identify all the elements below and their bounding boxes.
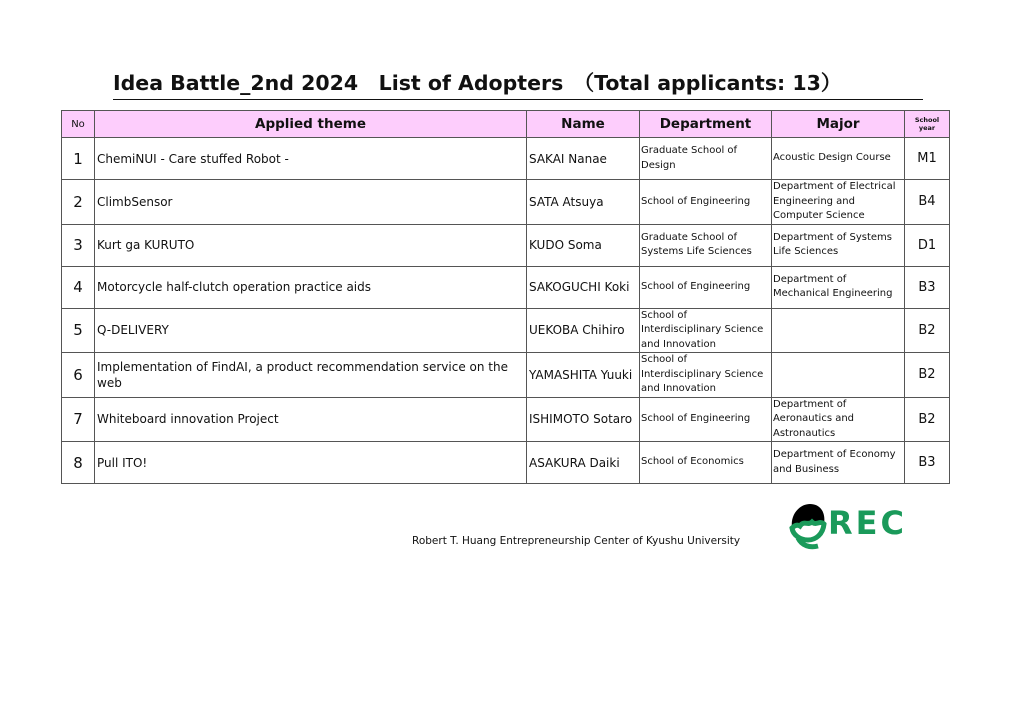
cell-school-year: M1 <box>905 138 950 180</box>
page-title: Idea Battle_2nd 2024 List of Adopters （Total applicants: 13） <box>113 69 923 100</box>
cell-theme: Implementation of FindAI, a product recommendation service on the web <box>95 353 527 398</box>
rec-logo-text: REC <box>828 504 907 542</box>
cell-theme: Whiteboard innovation Project <box>95 397 527 442</box>
cell-major <box>772 308 905 353</box>
cell-department: School of Engineering <box>640 180 772 225</box>
header-theme: Applied theme <box>95 111 527 138</box>
cell-major: Department of Economy and Business <box>772 442 905 484</box>
table-row <box>62 138 950 180</box>
cell-name: SAKAI Nanae <box>527 138 640 180</box>
cell-school-year: B3 <box>905 266 950 308</box>
cell-theme: Q-DELIVERY <box>95 308 527 353</box>
table-row <box>62 224 950 266</box>
cell-school-year: D1 <box>905 224 950 266</box>
cell-major: Department of Aeronautics and Astronautics <box>772 397 905 442</box>
cell-department: Graduate School of Design <box>640 138 772 180</box>
cell-department: Graduate School of Systems Life Sciences <box>640 224 772 266</box>
table-row <box>62 397 950 442</box>
organization-name: Robert T. Huang Entrepreneurship Center of Kyushu University <box>412 535 741 547</box>
cell-no: 2 <box>62 180 95 225</box>
cell-theme: Pull ITO! <box>95 442 527 484</box>
table-header-row <box>62 111 950 138</box>
header-major: Major <box>772 111 905 138</box>
cell-theme: ChemiNUI - Care stuffed Robot - <box>95 138 527 180</box>
header-name: Name <box>527 111 640 138</box>
cell-major: Department of Electrical Engineering and Computer Science <box>772 180 905 225</box>
table-row <box>62 308 950 353</box>
cell-no: 1 <box>62 138 95 180</box>
header-department: Department <box>640 111 772 138</box>
cell-name: ISHIMOTO Sotaro <box>527 397 640 442</box>
cell-theme: Motorcycle half-clutch operation practice aids <box>95 266 527 308</box>
cell-no: 5 <box>62 308 95 353</box>
cell-school-year: B2 <box>905 397 950 442</box>
cell-no: 8 <box>62 442 95 484</box>
cell-name: ASAKURA Daiki <box>527 442 640 484</box>
cell-no: 6 <box>62 353 95 398</box>
cell-department: School of Interdisciplinary Science and Innovation <box>640 308 772 353</box>
cell-school-year: B3 <box>905 442 950 484</box>
rec-logo-icon <box>788 502 832 550</box>
cell-name: KUDO Soma <box>527 224 640 266</box>
cell-department: School of Economics <box>640 442 772 484</box>
cell-no: 7 <box>62 397 95 442</box>
cell-major: Department of Mechanical Engineering <box>772 266 905 308</box>
table-row <box>62 442 950 484</box>
cell-name: SAKOGUCHI Koki <box>527 266 640 308</box>
header-no: No <box>62 111 95 138</box>
cell-name: SATA Atsuya <box>527 180 640 225</box>
adopters-table <box>61 110 950 484</box>
cell-school-year: B4 <box>905 180 950 225</box>
rec-logo <box>788 502 912 550</box>
cell-department: School of Engineering <box>640 266 772 308</box>
cell-no: 3 <box>62 224 95 266</box>
cell-department: School of Interdisciplinary Science and Innovation <box>640 353 772 398</box>
cell-name: YAMASHITA Yuuki <box>527 353 640 398</box>
cell-theme: ClimbSensor <box>95 180 527 225</box>
cell-school-year: B2 <box>905 353 950 398</box>
cell-no: 4 <box>62 266 95 308</box>
cell-major <box>772 353 905 398</box>
table-row <box>62 353 950 398</box>
cell-major: Department of Systems Life Sciences <box>772 224 905 266</box>
header-school-year: School year <box>905 111 950 138</box>
cell-name: UEKOBA Chihiro <box>527 308 640 353</box>
cell-theme: Kurt ga KURUTO <box>95 224 527 266</box>
table-row <box>62 180 950 225</box>
cell-school-year: B2 <box>905 308 950 353</box>
cell-department: School of Engineering <box>640 397 772 442</box>
table-row <box>62 266 950 308</box>
cell-major: Acoustic Design Course <box>772 138 905 180</box>
